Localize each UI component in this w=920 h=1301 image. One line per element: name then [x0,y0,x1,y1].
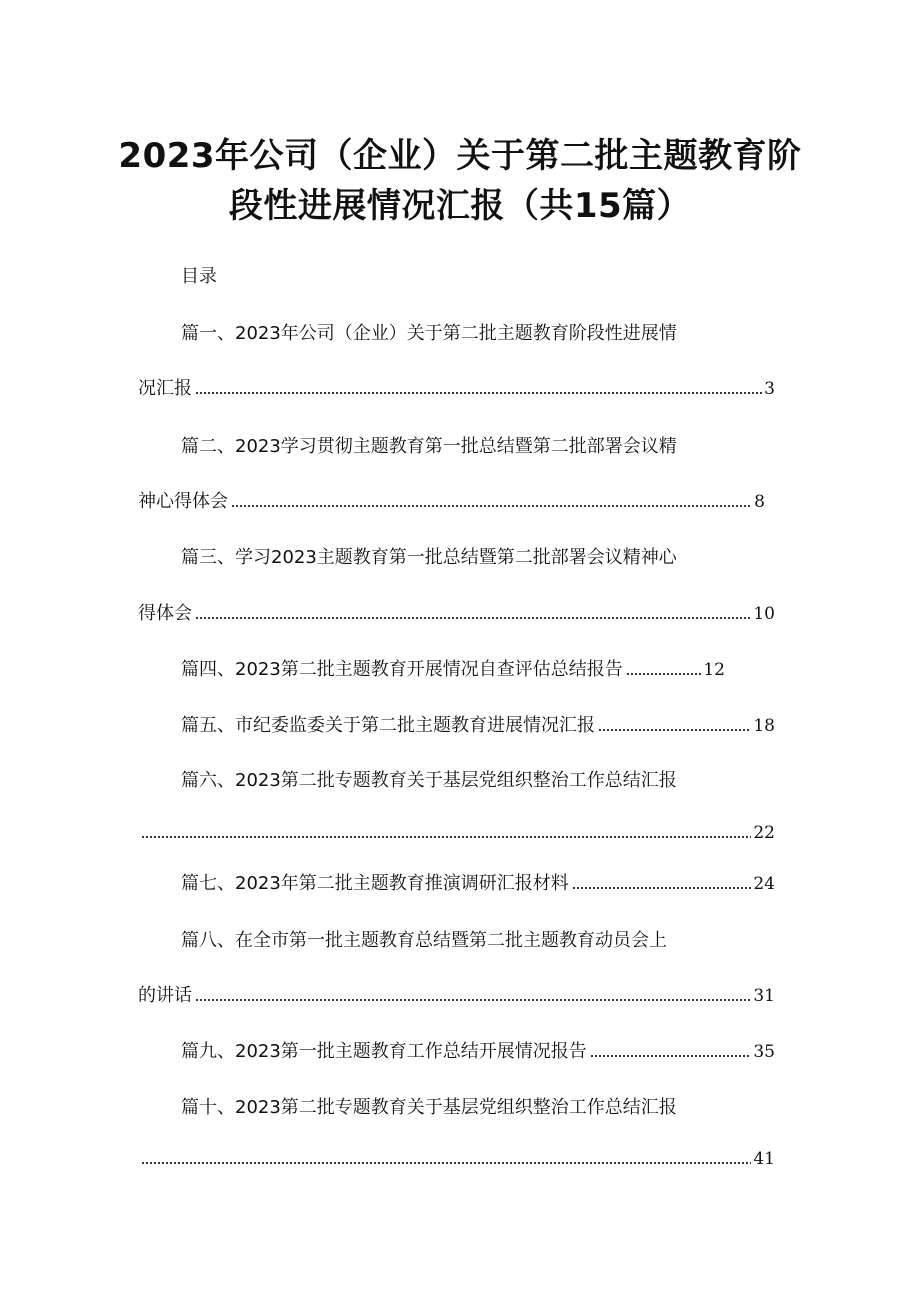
title-line-2: 段性进展情况汇报（共15篇） [228,186,692,226]
toc-entry-page: 24 [753,874,775,894]
toc-entry-9[interactable] [181,1039,775,1061]
toc-entry-2-line-2[interactable] [138,489,765,511]
toc-entry-text: 得体会 [138,603,192,624]
toc-entry-text: 篇八、在全市第一批主题教育总结暨第二批主题教育动员会上 [181,930,667,951]
toc-entry-page: 18 [753,716,775,736]
dot-leader [231,498,752,508]
dot-leader [598,722,751,732]
toc-entry-1-line-2[interactable] [138,376,775,398]
toc-entry-text: 篇四、2023第二批主题教育开展情况自查评估总结报告 [181,659,623,680]
toc-heading: 目录 [181,266,217,287]
toc-entry-text: 神心得体会 [138,491,228,512]
toc-entry-page: 12 [703,660,725,680]
toc-entry-2-line-1[interactable] [181,434,775,456]
dot-leader [141,1155,751,1165]
toc-entry-3-line-1[interactable] [181,545,775,567]
toc-entry-text: 篇三、学习2023主题教育第一批总结暨第二批部署会议精神心 [181,547,677,568]
toc-entry-5[interactable] [181,713,775,735]
dot-leader [195,385,762,395]
toc-entry-8-line-2[interactable] [138,983,775,1005]
toc-entry-6-line-1[interactable] [181,768,775,790]
toc-entry-page: 10 [753,604,775,624]
toc-entry-text: 篇七、2023年第二批主题教育推演调研汇报材料 [181,873,569,894]
title-line-1: 2023年公司（企业）关于第二批主题教育阶 [118,136,802,176]
toc-entry-7[interactable] [181,871,775,893]
toc-entry-10-line-2[interactable] [138,1146,775,1168]
toc-entry-page: 41 [753,1149,775,1169]
toc-entry-text: 篇五、市纪委监委关于第二批主题教育进展情况汇报 [181,715,595,736]
toc-entry-3-line-2[interactable] [138,601,775,623]
dot-leader [572,880,752,890]
toc-entry-6-line-2[interactable] [138,820,775,842]
dot-leader [590,1048,752,1058]
toc-entry-text: 篇二、2023学习贯彻主题教育第一批总结暨第二批部署会议精 [181,436,677,457]
dot-leader [141,829,751,839]
toc-entry-1-line-1[interactable] [181,321,775,343]
dot-leader [195,992,751,1002]
toc-entry-page: 31 [753,986,775,1006]
toc-entry-text: 篇九、2023第一批主题教育工作总结开展情况报告 [181,1041,587,1062]
toc-entry-text: 篇十、2023第二批专题教育关于基层党组织整治工作总结汇报 [181,1097,677,1118]
toc-entry-page: 35 [753,1042,775,1062]
toc-entry-text: 的讲话 [138,985,192,1006]
toc-entry-text: 篇一、2023年公司（企业）关于第二批主题教育阶段性进展情 [181,323,677,344]
toc-entry-page: 3 [764,379,775,399]
toc-entry-8-line-1[interactable] [181,928,775,950]
dot-leader [626,666,702,676]
toc-entry-10-line-1[interactable] [181,1095,775,1117]
toc-entry-page: 22 [753,823,775,843]
toc-entry-text: 篇六、2023第二批专题教育关于基层党组织整治工作总结汇报 [181,770,677,791]
dot-leader [195,610,751,620]
toc-entry-page: 8 [754,492,765,512]
toc-entry-4[interactable] [181,657,725,679]
toc-entry-text: 况汇报 [138,378,192,399]
